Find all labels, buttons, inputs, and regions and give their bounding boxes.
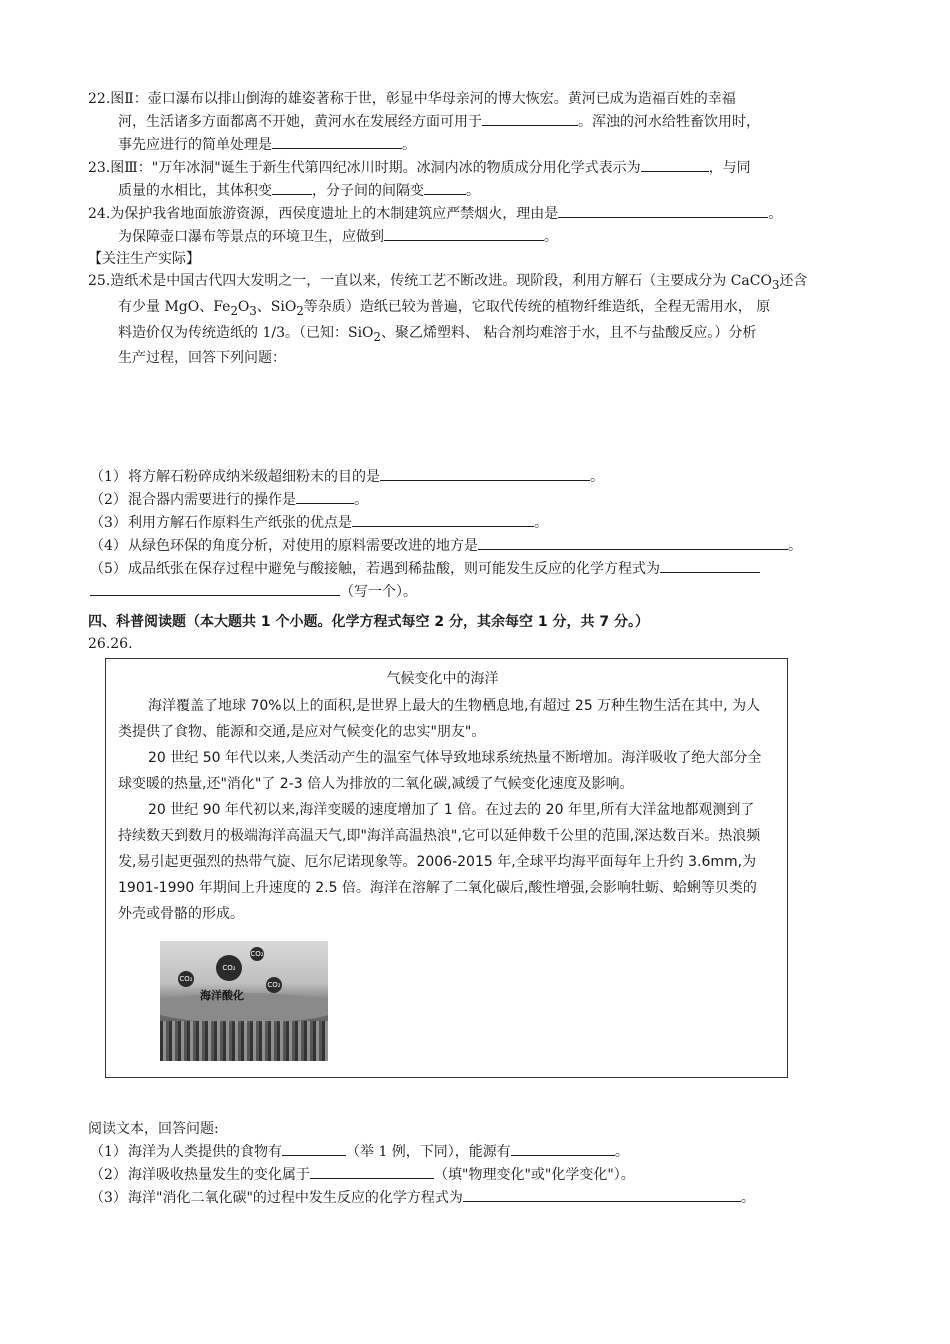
sub-question-5: （5）成品纸张在保存过程中避免与酸接触，若遇到稀盐酸，则可能发生反应的化学方程式为 [88,557,870,580]
answer-blank[interactable] [352,511,534,527]
question-23: 23.图Ⅲ："万年冰洞"诞生于新生代第四纪冰川时期。冰洞内冰的物质成分用化学式表示为 ，与同 [88,156,870,179]
answer-blank[interactable] [272,179,312,195]
answer-blank[interactable] [282,1140,346,1156]
question-25: 25.造纸术是中国古代四大发明之一，一直以来，传统工艺不断改进。现阶段，利用方解石（主要成分为 CaCO$_3$还含 [88,273,808,292]
reading-questions: 阅读文本，回答问题: （1）海洋为人类提供的食物有 （举 1 例，下同），能源有 。 （2）海洋吸收热量发生的变化属于 （填"物理变化"或"化学变化"）。 （3）海洋"消化二氧化碳"的过程中发生反应的化学方程式为 。 [88,1118,870,1209]
passage-paragraph: 20 世纪 90 年代初以来,海洋变暖的速度增加了 1 倍。在过去的 20 年里,所有大洋盆地都观测到了持续数天到数月的极端海洋高温天气,即"海洋高温热浪",它可以延伸数千公里的范围,深达数百米。热浪频发,易引起更强烈的热带气旋、厄尔尼诺现象等。2006-2015 年,全球平均海平面每年上升约 3.6mm,为 1901-1990 年期间上升速度的 2.5 倍。海洋在溶解了二氧化碳后,酸性增强,会影响牡蛎、蛤蜊等贝类的外壳或骨骼的形成。 [118,802,761,922]
image-label: 海洋酸化 [200,989,244,1002]
coral-texture [160,1021,328,1061]
flowchart-placeholder [88,369,870,465]
co2-bubble: CO₂ [266,977,282,993]
co2-bubble: CO₂ [178,971,194,987]
answer-blank[interactable] [296,488,354,504]
reading-question-2: （2）海洋吸收热量发生的变化属于 （填"物理变化"或"化学变化"）。 [88,1163,870,1186]
sub-question-4: （4）从绿色环保的角度分析，对使用的原料需要改进的地方是 。 [88,534,870,557]
section-heading: 【关注生产实际】 [88,251,200,267]
answer-blank[interactable] [380,465,590,481]
answer-blank[interactable] [641,156,709,172]
answer-blank[interactable] [384,225,544,241]
question-26-number: 26.26. [88,636,133,653]
question-22: 22.图Ⅱ：壶口瀑布以排山倒海的雄姿著称于世，彰显中华母亲河的博大恢宏。黄河已成为造福百姓的幸福 [88,91,736,107]
answer-blank[interactable] [478,534,788,550]
answer-blank[interactable] [90,580,340,596]
question-number: 24. [88,206,111,222]
passage-paragraph: 海洋覆盖了地球 70%以上的面积,是世界上最大的生物栖息地,有超过 25 万种生物生活在其中, 为人类提供了食物、能源和交通,是应对气候变化的忠实"朋友"。 [118,698,761,740]
exam-page: 22.图Ⅱ：壶口瀑布以排山倒海的雄姿著称于世，彰显中华母亲河的博大恢宏。黄河已成为造福百姓的幸福 河，生活诸多方面都离不开她，黄河水在发展经方面可用于 。浑浊的河水给牲畜饮用时， 事先应进行的简单处理是 。 23.图Ⅲ："万年冰洞"诞生于新生代第四纪冰川时期。冰洞内冰的物质成分用化学式表示为 ，与同 质量的水相比，其体积变 ，分子间的间隔变 。 24.为保护我省地面旅游资源，西侯度遗址上的木制建筑应严禁烟火，理由是 。 为保障壶口瀑布等景点的环境卫生，应做到 。 【关注生产实际】 25.造纸术是中国古代四大发明之一，一直以来，传统工艺不断改进。现阶段，利用方解石（主要成分为 CaCO$_3$还含 有少量 MgO、$Fe_2O_3$、SiO$_2$等杂质）造纸已较为普遍，它取代传统的植物纤维造纸，全程无需用水， 原 料造价仅为传统造纸的 1/3。（已知：SiO$_2$、聚乙烯塑料、 粘合剂均难溶于水，且不与盐酸反应。）分析 生产过程，回答下列问题： （1）将方解石粉碎成纳米级超细粉末的目的是 。 （2）混合器内需要进行的操作是 。 （3）利用方解石作原料生产纸张的优点是 。 （4）从绿色环保的角度分析，对使用的原料需要改进的地方是 。 （5）成品纸张在保存过程中避免与酸接触，若遇到稀盐酸，则可能发生反应的化学方程式为 （写一个）。 四、科普阅读题（本大题共 1 个小题。化学方程式每空 2 分，其余每空 1 分，共 7 分。） 26.26. [88,88,870,655]
sub-question-3: （3）利用方解石作原料生产纸张的优点是 。 [88,511,870,534]
question-number: 25. [88,273,111,289]
ocean-acidification-image [160,941,328,1061]
answer-blank[interactable] [424,179,466,195]
answer-blank[interactable] [660,557,760,573]
sub-question-2: （2）混合器内需要进行的操作是 。 [88,488,870,511]
reading-question-3: （3）海洋"消化二氧化碳"的过程中发生反应的化学方程式为 。 [88,1186,870,1209]
question-number: 23. [88,160,111,176]
passage-paragraph: 20 世纪 50 年代以来,人类活动产生的温室气体导致地球系统热量不断增加。海洋吸收了绝大部分全球变暖的热量,还"消化"了 2-3 倍人为排放的二氧化碳,减缓了气候变化速度及影响。 [118,750,762,792]
question-number: 22. [88,91,111,107]
co2-bubble: CO₂ [250,947,264,961]
answer-blank[interactable] [310,1163,434,1179]
answer-blank[interactable] [482,110,578,126]
answer-blank[interactable] [463,1186,741,1202]
passage-title: 气候变化中的海洋 [386,671,499,687]
answer-blank[interactable] [558,202,768,218]
answer-blank[interactable] [272,133,402,149]
question-24: 24.为保护我省地面旅游资源，西侯度遗址上的木制建筑应严禁烟火，理由是 。 [88,202,870,225]
co2-bubble: CO₂ [216,955,242,981]
section-4-title: 四、科普阅读题（本大题共 1 个小题。化学方程式每空 2 分，其余每空 1 分，共 7 分。） [88,614,649,631]
answer-blank[interactable] [511,1140,615,1156]
sub-question-1: （1）将方解石粉碎成纳米级超细粉末的目的是 。 [88,465,870,488]
reading-question-1: （1）海洋为人类提供的食物有 （举 1 例，下同），能源有 。 [88,1140,870,1163]
